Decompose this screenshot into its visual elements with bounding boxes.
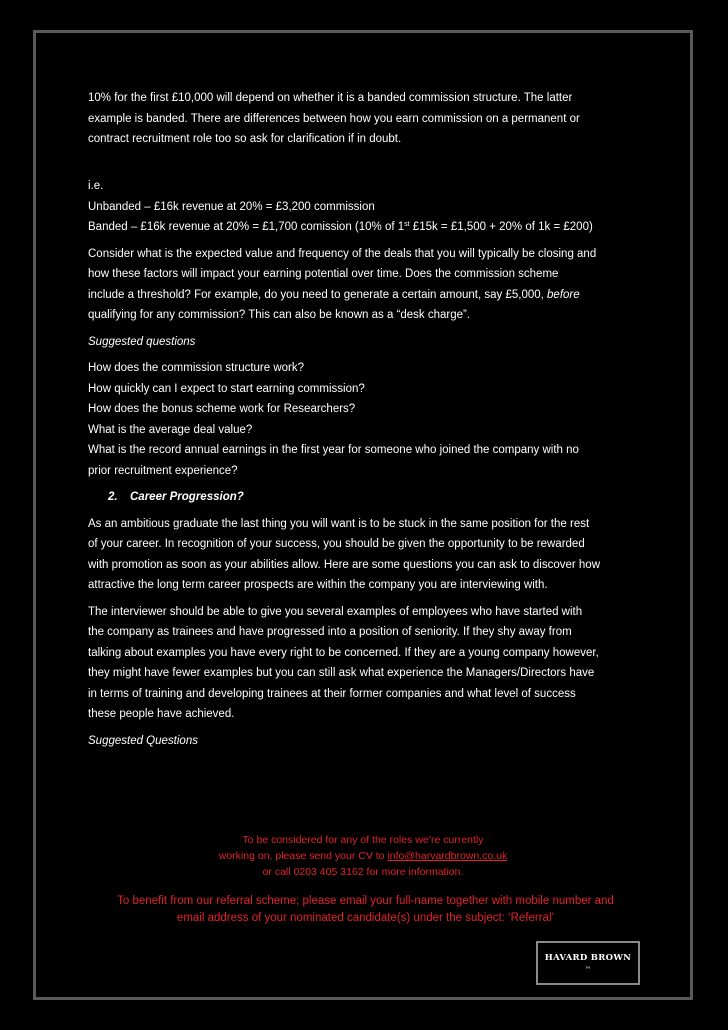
commission-paragraph: 10% for the first £10,000 will depend on whether it is a banded commission structure. The latter example is banded. There are differences between how you earn commission on a permanent or contract recruitment role too so ask for clarification if in doubt. — [88, 92, 580, 145]
suggested-questions-label: Suggested questions — [88, 335, 196, 348]
suggested-questions-label-2: Suggested Questions — [88, 734, 198, 747]
section-heading — [88, 487, 648, 508]
banded-example: Banded – £16k revenue at 20% = £1,700 comission (10% of 1st £15k = £1,500 + 20% of 1k = £200) — [88, 221, 593, 233]
unbanded-example: Unbanded – £16k revenue at 20% = £3,200 commission — [88, 200, 375, 213]
list-item: How quickly can I expect to start earning commission? — [88, 382, 365, 395]
list-item: How does the commission structure work? — [88, 362, 305, 374]
email-link[interactable]: info@harvardbrown.co.uk — [387, 850, 508, 862]
section-number: 2. — [108, 491, 118, 503]
ambition-paragraph: As an ambitious graduate the last thing you will want is to be stuck in the same position for the rest of your career. In recognition of your success, you should be given the opportunity to be rewarded with promotion as soon as your abilities allow. Here are some questions you can ask to discover how attractive the long term career prospects are within the company you are interviewing with. — [88, 517, 601, 591]
section-title: Career Progression? — [130, 491, 244, 503]
expected-value-paragraph: Consider what is the expected value and frequency of the deals that you will typically be closing and how these factors will impact your earning potential over time. Does the commission scheme include a threshold? For example, do you need to generate a certain amount, say £5,000, before qualifying for any commission? This can also be known as a “desk charge”. — [88, 247, 597, 321]
interviewer-paragraph: The interviewer should be able to give you several examples of employees who have started with the company as trainees and have progressed into a position of seniority. If they shy away from talking about examples you have every right to be concerned. If they are a young company however, they might have fewer examples but you can still ask what experience the Managers/Directors have in terms of training and developing trainees at their former companies and what level of success these people have achieved. — [88, 605, 599, 720]
list-item: What is the record annual earnings in the first year for someone who joined the company with no — [88, 444, 579, 456]
list-item: prior recruitment experience? — [88, 464, 238, 477]
company-logo: HAVARD BROWN ™ — [536, 941, 640, 985]
ie-label: i.e. — [88, 180, 104, 192]
referral-notice: To benefit from our referral scheme; please email your full-name together with mobile number and email address of your nominated candidate(s) under the subject: ‘Referral’ — [117, 895, 614, 924]
contact-notice: To be considered for any of the roles we’re currently working on, please send your CV to info@harvardbrown.co.uk or call 0203 405 3162 for more information. — [218, 834, 508, 878]
document-body — [88, 88, 648, 757]
example-block — [88, 176, 648, 238]
question-list — [88, 358, 648, 481]
list-item: What is the average deal value? — [88, 423, 253, 436]
list-item: How does the bonus scheme work for Researchers? — [88, 403, 356, 415]
